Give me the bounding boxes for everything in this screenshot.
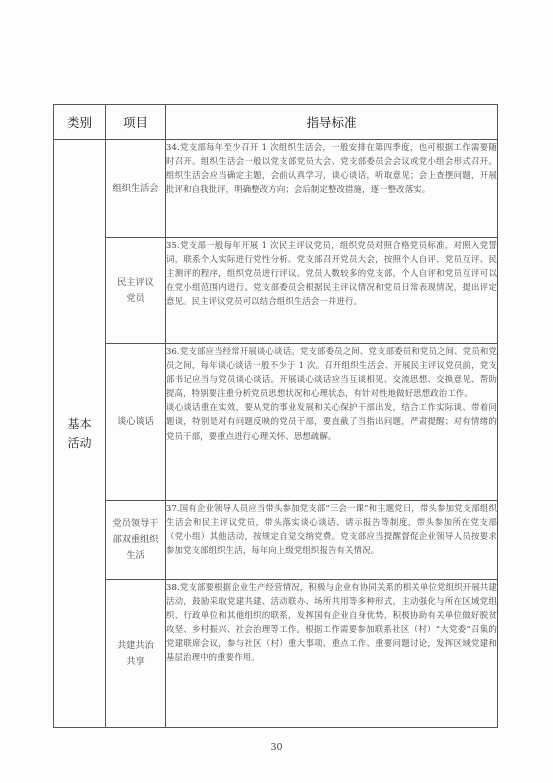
standard-cell	[166, 238, 498, 344]
item-cell	[106, 140, 166, 238]
table-row	[54, 140, 498, 238]
item-cell	[106, 238, 166, 344]
standard-cell	[166, 580, 498, 728]
category-line: 活动	[67, 435, 92, 450]
guidance-standard-table	[53, 104, 498, 728]
item-line: 部双重组织	[112, 534, 159, 545]
page-number: 30	[270, 742, 283, 753]
item-cell	[106, 344, 166, 501]
item-line: 民主评议	[117, 276, 154, 288]
standard-paragraph: 37.国有企业领导人员应当带头参加党支部“三会一课”和主题党日，带头参加党支部组织生活会和民主评议党员，带头落实谈心谈话、请示报告等制度，带头参加所在党支部（党小组）其他活动，按规定自觉交纳党费。党支部应当提醒督促企业领导人员按要求参加党支部组织生活，每年向上级党组织报告有关情况。	[166, 503, 497, 556]
header-category: 类别	[54, 105, 106, 140]
item-cell	[106, 501, 166, 580]
item-line: 共享	[126, 655, 145, 667]
header-standard: 指导标准	[166, 105, 498, 140]
standard-cell	[166, 140, 498, 238]
standard-paragraph: 34.党支部每年至少召开 1 次组织生活会，一般安排在第四季度，也可根据工作需要随时召开。组织生活会一般以党支部党员大会、党支部委员会会议或党小组会形式召开。组织生活会应当确定主题，会前认真学习，谈心谈话，听取意见；会上查摆问题，开展批评和自我批评，明确整改方向；会后制定整改措施，逐一整改落实。	[166, 142, 497, 195]
table-row	[54, 344, 498, 501]
category-line: 基本	[67, 416, 92, 431]
item-cell	[106, 580, 166, 728]
item-line: 党员	[126, 292, 145, 304]
table-row	[54, 580, 498, 728]
item-line: 组织生活会	[112, 182, 159, 194]
table-row	[54, 501, 498, 580]
standard-paragraph: 36.党支部应当经常开展谈心谈话。党支部委员之间、党支部委员和党员之间、党员和党员之间，每年谈心谈话一般不少于 1 次。召开组织生活会、开展民主评议党员前，党支部书记应当与党员谈心谈话。开展谈心谈话应当互谈相见、交流思想、交换意见、帮助提高，特别要注重分析党员思想状况和心理状态，有针对性地做好思想政治工作。	[166, 346, 497, 399]
standard-paragraph: 38.党支部要根据企业生产经营情况，积极与企业有协同关系的相关单位党组织开展共建活动，鼓励采取党建共建、活动联办、场所共用等多种形式，主动强化与所在区域党组织、行政单位和其他组织的联系，发挥国有企业自身优势，积极协助有关单位做好脱贫攻坚、乡村振兴、社会治理等工作。根据工作需要参加联系社区（村）“大党委”召集的党建联席会议，参与社区（村）重大事项、重点工作、重要问题讨论，发挥区域党建和基层治理中的重要作用。	[166, 582, 497, 663]
standard-paragraph: 谈心谈话重在实效，要从党的事业发展和关心保护干部出发，结合工作实际谈、带着问题谈，特别是对有问题反映的党员干部，要直截了当指出问题，严肃提醒；对有情绪的党员干部，要重点进行心理关怀、思想疏解。	[166, 402, 497, 441]
category-cell	[54, 140, 106, 728]
standard-paragraph: 35.党支部一般每年开展 1 次民主评议党员，组织党员对照合格党员标准，对照入党誓词，联系个人实际进行党性分析。党支部召开党员大会，按照个人自评、党员互评、民主测评的程序，组织党员进行评议。党员人数较多的党支部，个人自评和党员互评可以在党小组范围内进行。党支部委员会根据民主评议情况和党员日常表现情况，提出评定意见。民主评议党员可以结合组织生活会一并进行。	[166, 240, 497, 307]
table-header-row	[54, 105, 498, 140]
standard-cell	[166, 344, 498, 501]
item-line: 共建共治	[117, 639, 154, 651]
header-item: 项目	[106, 105, 166, 140]
table-row	[54, 238, 498, 344]
item-line: 谈心谈话	[117, 416, 154, 427]
standard-cell	[166, 501, 498, 580]
item-line: 党员领导干	[112, 518, 159, 529]
item-line: 生活	[126, 550, 145, 561]
